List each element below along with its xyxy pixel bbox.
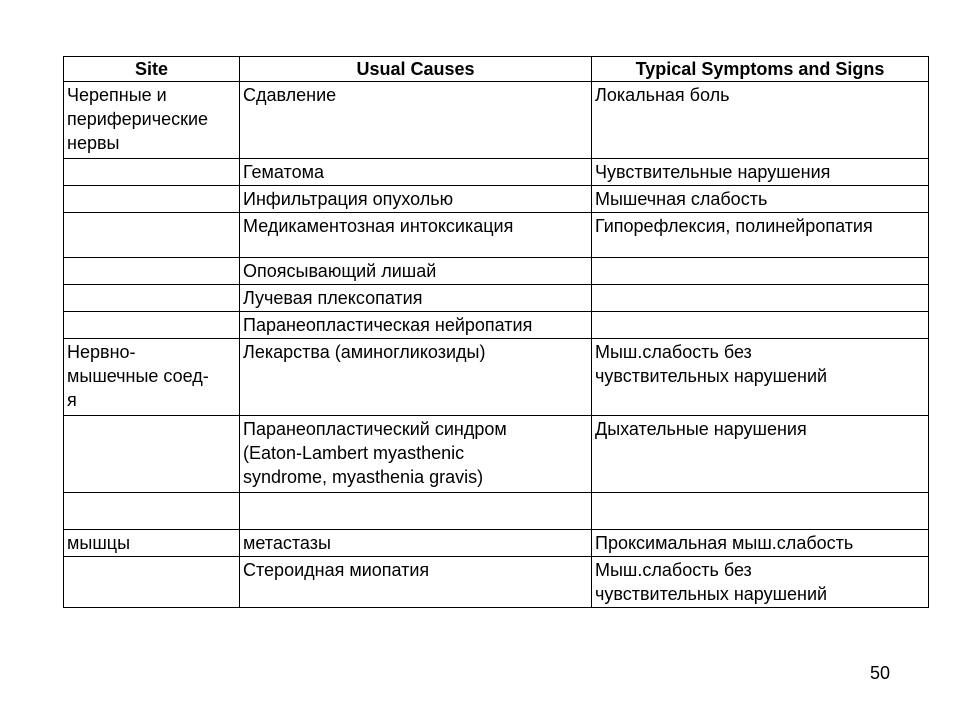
symptom-cell: Дыхательные нарушения: [592, 416, 929, 493]
site-cell: [64, 258, 240, 285]
cause-cell: Сдавление: [240, 82, 592, 159]
site-cell: [64, 493, 240, 530]
site-cell: [64, 186, 240, 213]
cause-cell: метастазы: [240, 530, 592, 557]
site-cell: [64, 285, 240, 312]
symptoms-table: [63, 56, 929, 608]
site-cell: [64, 416, 240, 493]
table-row: [64, 213, 929, 258]
header-usual-causes: Usual Causes: [240, 57, 592, 82]
site-cell: [64, 557, 240, 608]
site-cell: [64, 312, 240, 339]
table-row: [64, 186, 929, 213]
cause-cell: Лекарства (аминогликозиды): [240, 339, 592, 416]
table-row: [64, 416, 929, 493]
cause-cell: Опоясывающий лишай: [240, 258, 592, 285]
table-row: [64, 493, 929, 530]
symptom-cell: Мыш.слабость без чувствительных нарушений: [592, 557, 929, 608]
symptom-cell: [592, 312, 929, 339]
site-cell: Черепные и периферические нервы: [64, 82, 240, 159]
cause-cell: [240, 493, 592, 530]
site-cell: [64, 159, 240, 186]
symptom-cell: Мышечная слабость: [592, 186, 929, 213]
cause-cell: Медикаментозная интоксикация: [240, 213, 592, 258]
table-row: [64, 557, 929, 608]
table-header-row: [64, 57, 929, 82]
site-cell: мышцы: [64, 530, 240, 557]
symptom-cell: Мыш.слабость без чувствительных нарушений: [592, 339, 929, 416]
table-row: [64, 312, 929, 339]
symptom-cell: Чувствительные нарушения: [592, 159, 929, 186]
cause-cell: Паранеопластический синдром (Eaton-Lambert myasthenic syndrome, myasthenia gravis): [240, 416, 592, 493]
symptom-cell: Гипорефлексия, полинейропатия: [592, 213, 929, 258]
cause-cell: Паранеопластическая нейропатия: [240, 312, 592, 339]
table-row: [64, 530, 929, 557]
cause-cell: Гематома: [240, 159, 592, 186]
header-typical-symptoms: Typical Symptoms and Signs: [592, 57, 929, 82]
symptom-cell: [592, 258, 929, 285]
table-row: [64, 339, 929, 416]
table-row: [64, 285, 929, 312]
cause-cell: Стероидная миопатия: [240, 557, 592, 608]
page-number: 50: [870, 663, 891, 683]
site-cell: Нервно- мышечные соед- я: [64, 339, 240, 416]
symptom-cell: [592, 285, 929, 312]
symptom-cell: [592, 493, 929, 530]
header-site: Site: [64, 57, 240, 82]
table-row: [64, 258, 929, 285]
symptom-cell: Проксимальная мыш.слабость: [592, 530, 929, 557]
symptom-cell: Локальная боль: [592, 82, 929, 159]
table-row: [64, 159, 929, 186]
table-row: [64, 82, 929, 159]
cause-cell: Инфильтрация опухолью: [240, 186, 592, 213]
site-cell: [64, 213, 240, 258]
cause-cell: Лучевая плексопатия: [240, 285, 592, 312]
